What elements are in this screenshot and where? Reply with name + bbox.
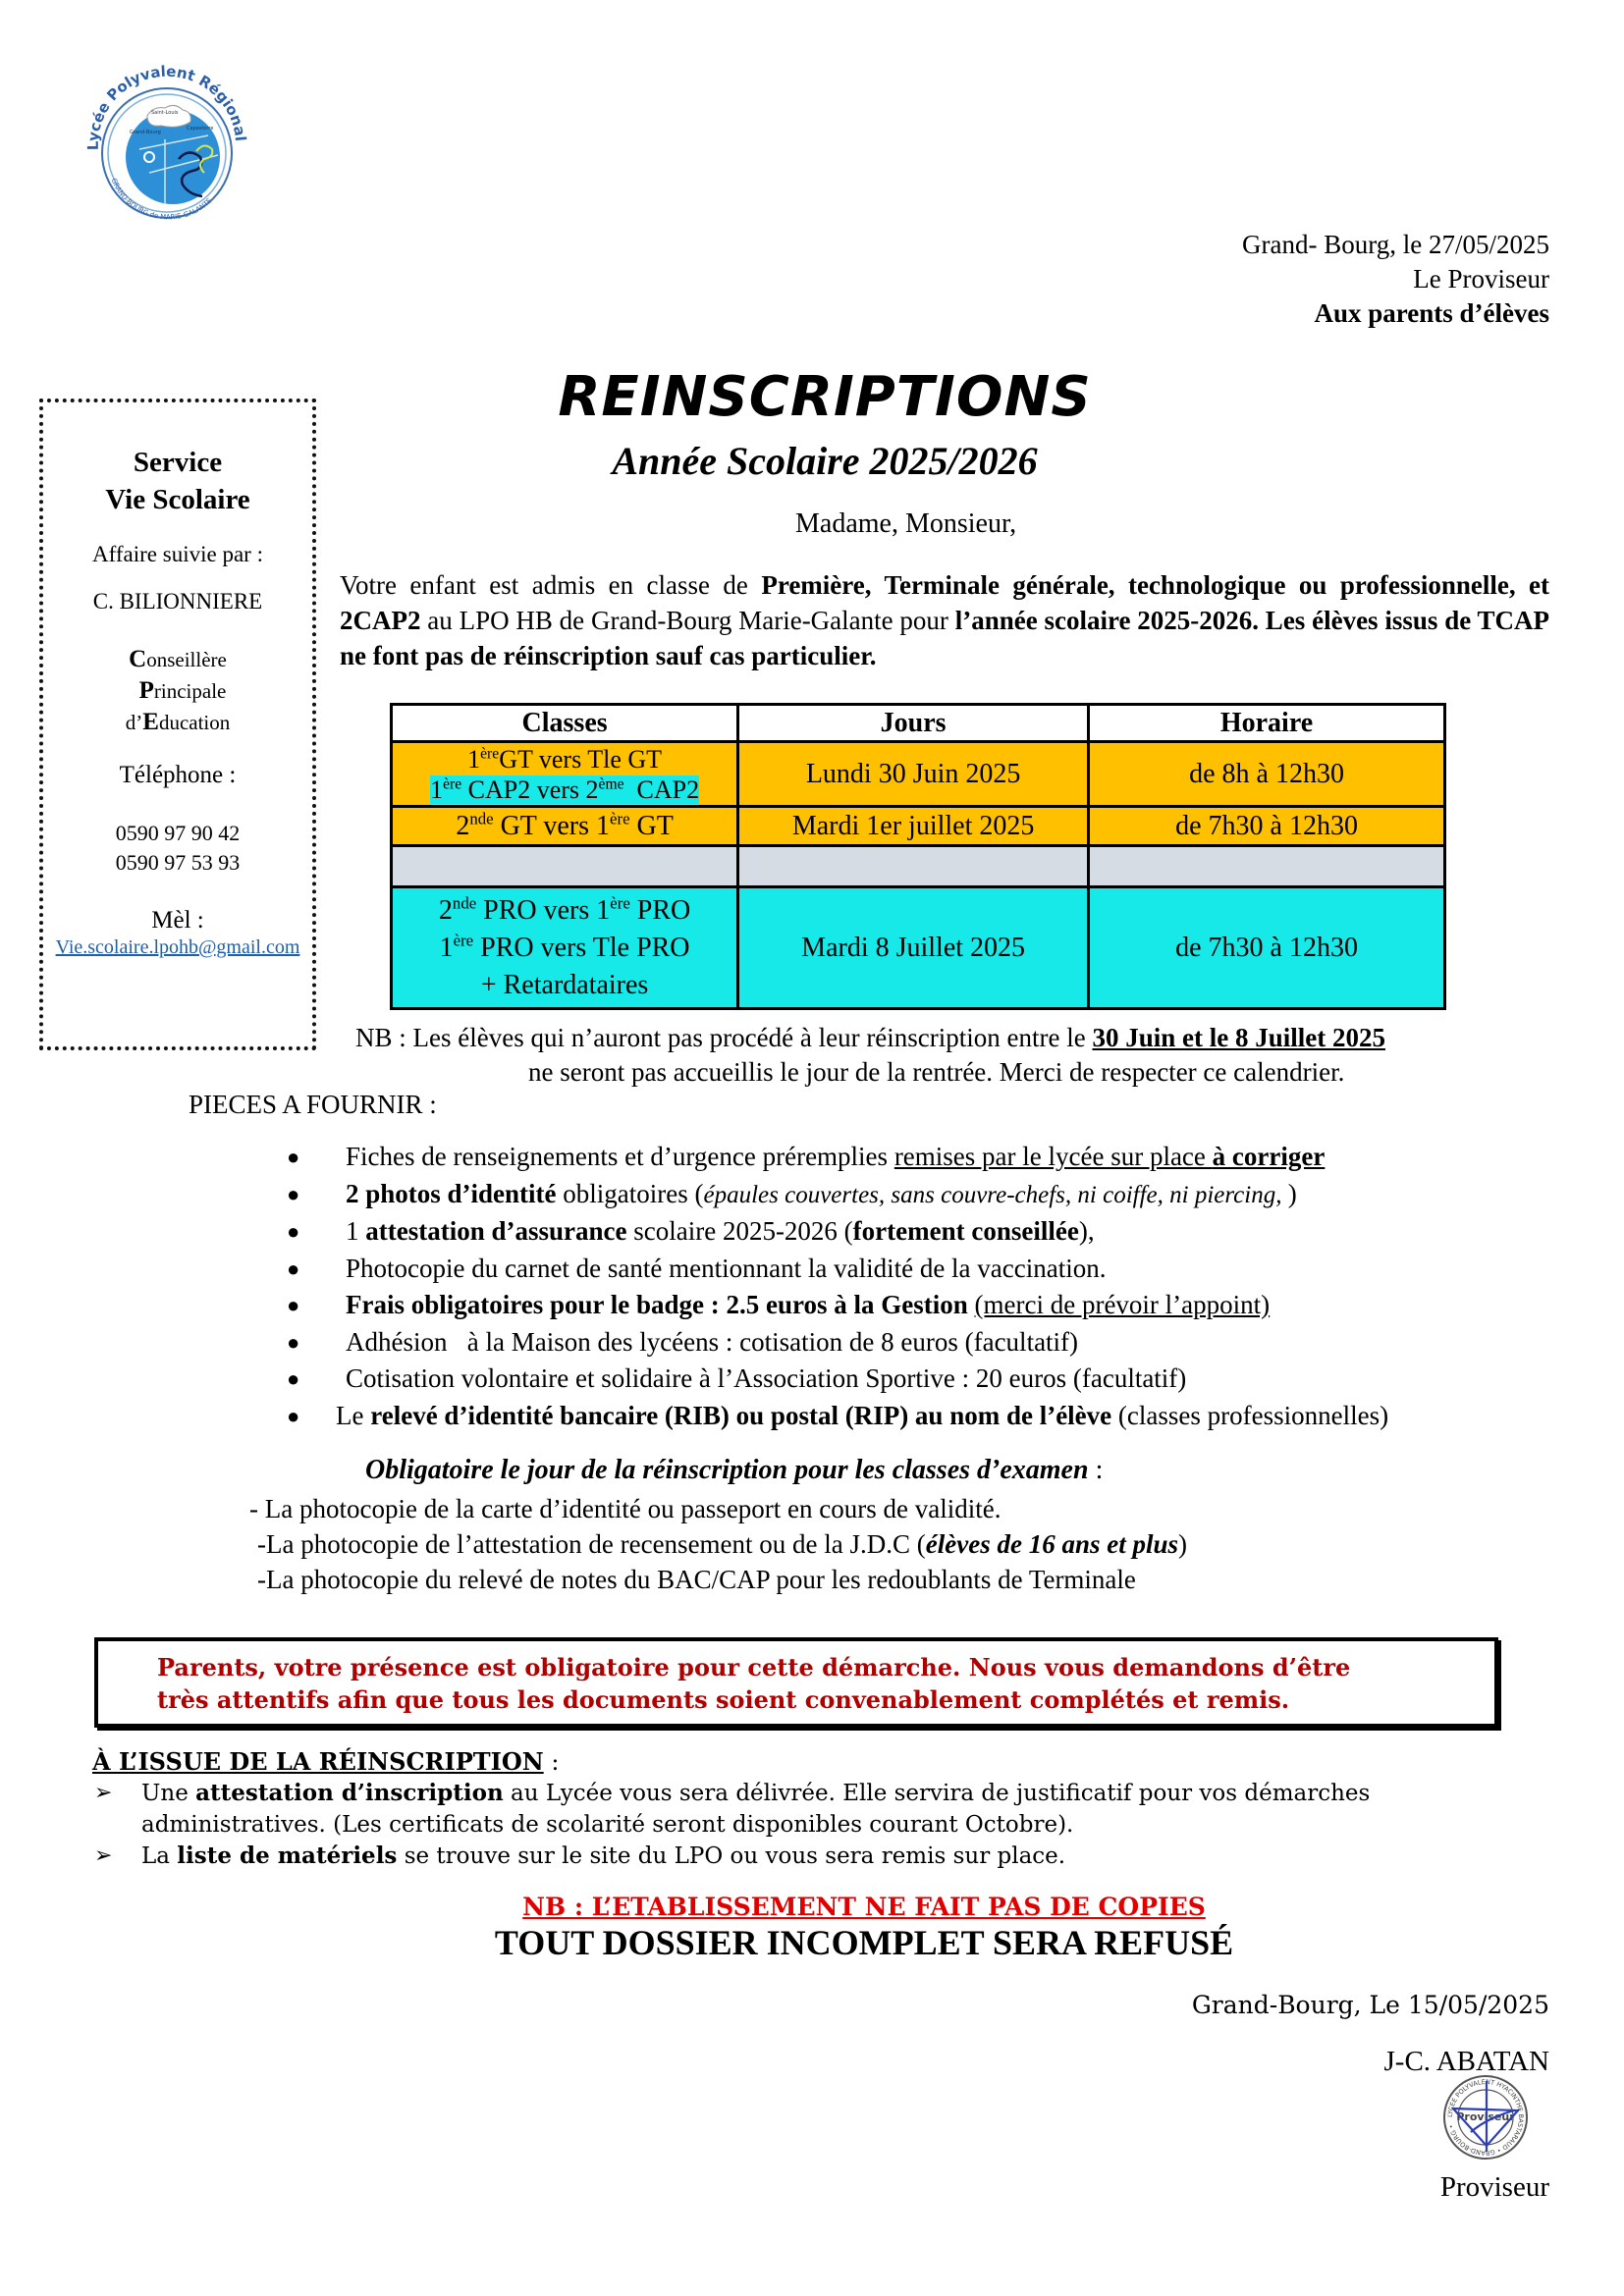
day-cell: Mardi 8 Juillet 2025 [738, 887, 1089, 1009]
header-recipient: Aux parents d’élèves [1314, 298, 1549, 328]
day-cell: Mardi 1er juillet 2025 [738, 807, 1089, 846]
list-item: - La photocopie de la carte d’identité ou passeport en cours de validité. [249, 1494, 1001, 1523]
signatory-name: J-C. ABATAN [1383, 2046, 1549, 2077]
list-item: -La photocopie de l’attestation de recensement ou de la J.D.C (élèves de 16 ans et plus) [257, 1529, 1187, 1559]
email-link[interactable]: Vie.scolaire.lpohb@gmail.com [55, 936, 300, 958]
arrow-bullet-icon: ➢ [94, 1843, 113, 1868]
list-item: ● Le relevé d’identité bancaire (RIB) ou postal (RIP) au nom de l’élève (classes professionnelles) [277, 1398, 1563, 1435]
pieces-title: PIECES A FOURNIR : [189, 1090, 437, 1119]
phone-label: Téléphone : [119, 762, 237, 788]
followed-by-label: Affaire suivie par : [92, 542, 263, 566]
intro-bold: Première, Terminale générale, technologique ou professionnelle, et 2CAP2 [340, 570, 1549, 635]
header-sender: Le Proviseur [1413, 264, 1549, 294]
nb-text: ne seront pas accueillis le jour de la rentrée. Merci de respecter ce calendrier. [528, 1057, 1345, 1087]
header-place-date: Grand- Bourg, le 27/05/2025 [1242, 230, 1549, 259]
warning-text: Parents, votre présence est obligatoire pour cette démarche. Nous vous demandons d’être [157, 1653, 1351, 1682]
column-header-days: Jours [738, 705, 1089, 742]
list-item: ● Cotisation volontaire et solidaire à l’Association Sportive : 20 euros (facultatif) [287, 1361, 1563, 1398]
day-cell: Lundi 30 Juin 2025 [738, 742, 1089, 807]
intro-bold: l’année scolaire 2025-2026. Les élèves issus de TCAP ne font pas de réinscription sauf cas particulier. [340, 606, 1549, 670]
incomplete-refused-notice: TOUT DOSSIER INCOMPLET SERA REFUSÉ [494, 1923, 1234, 1962]
column-header-classes: Classes [392, 705, 738, 742]
list-item: ● 1 attestation d’assurance scolaire 2025-2026 (fortement conseillée), [287, 1213, 1563, 1251]
bullet-icon: ● [287, 1366, 300, 1391]
role-initial: C [129, 646, 147, 672]
role-word: rincipale [153, 679, 227, 703]
arrow-bullet-icon: ➢ [94, 1781, 113, 1805]
phone-number: 0590 97 90 42 [115, 821, 241, 845]
service-name-line2: Vie Scolaire [105, 484, 250, 515]
bullet-icon: ● [287, 1293, 300, 1317]
intro-paragraph [340, 567, 1549, 673]
exam-list [249, 1491, 1187, 1597]
list-item: ● 2 photos d’identité obligatoires (épaules couvertes, sans couvre-chefs, ni coiffe, ni piercing, ) [287, 1176, 1563, 1214]
intro-text: Votre enfant est admis en classe de [340, 570, 762, 600]
mail-label: Mèl : [151, 907, 204, 934]
role-initial: E [142, 709, 159, 735]
list-item: ● Photocopie du carnet de santé mentionnant la validité de la vaccination. [287, 1251, 1563, 1288]
list-item: ● Fiches de renseignements et d’urgence préremplies remises par le lycée sur place à corriger [287, 1139, 1563, 1176]
logo-text-bottom: GRAND-BOURG de MARIE-GALANTE [109, 177, 214, 222]
contact-role [43, 644, 312, 738]
contact-sidebar [39, 399, 316, 1050]
no-copies-notice: NB : L’ETABLISSEMENT NE FAIT PAS DE COPIES [522, 1893, 1206, 1921]
schedule-table [390, 703, 1446, 1010]
time-cell: de 8h à 12h30 [1089, 742, 1445, 807]
nb-dates: 30 Juin et le 8 Juillet 2025 [1092, 1023, 1385, 1052]
bullet-icon: ● [287, 1181, 300, 1206]
list-item: ➢ La liste de matériels se trouve sur le site du LPO ou vous sera remis sur place. [92, 1841, 1467, 1872]
stamp-ring-text: LYCEE POLYVALENT HYACINTHE BASTARAUD • GRAND-BOURG • [1445, 2077, 1526, 2158]
table-row-empty [392, 846, 1445, 887]
role-initial: P [138, 677, 154, 704]
signatory-role: Proviseur [1439, 2171, 1549, 2203]
logo-place: Capesterre [187, 126, 214, 132]
signature-place-date: Grand-Bourg, Le 15/05/2025 [1191, 1991, 1549, 2019]
bullet-icon: ● [287, 1219, 300, 1244]
logo-text-top: Lycée Polyvalent Régional [83, 62, 250, 151]
highlighted-class: 1ère CAP2 vers 2ème CAP2 [430, 774, 700, 804]
list-item: -La photocopie du relevé de notes du BAC/CAP pour les redoublants de Terminale [257, 1565, 1136, 1594]
school-logo [71, 57, 257, 224]
column-header-hours: Horaire [1089, 705, 1445, 742]
list-item: ● Frais obligatoires pour le badge : 2.5 euros à la Gestion (merci de prévoir l’appoint) [287, 1287, 1563, 1324]
role-word: onseillère [146, 648, 227, 671]
list-item: ➢ Une attestation d’inscription au Lycée vous sera délivrée. Elle servira de justificatif pour vos démarches administratives. (Les certificats de scolarité seront disponibles courant Octobre). [94, 1780, 1371, 1838]
table-row [392, 807, 1445, 846]
page-subtitle: Année Scolaire 2025/2026 [612, 439, 1038, 483]
logo-place: Saint-Louis [151, 110, 179, 116]
letter-header [960, 228, 1549, 331]
empty-cell [738, 846, 1089, 887]
logo-place: Grand-Bourg [130, 130, 161, 135]
empty-cell [1089, 846, 1445, 887]
classes-cell: 1èreGT vers Tle GT 1ère CAP2 vers 2ème CAP2 [392, 742, 738, 807]
official-stamp [1441, 2073, 1530, 2162]
time-cell: de 7h30 à 12h30 [1089, 807, 1445, 846]
time-cell: de 7h30 à 12h30 [1089, 887, 1445, 1009]
phone-number: 0590 97 53 93 [115, 850, 241, 875]
classes-cell: 2nde GT vers 1ère GT [392, 807, 738, 846]
classes-cell: 2nde PRO vers 1ère PRO 1ère PRO vers Tle PRO + Retardataires [392, 887, 738, 1009]
nb-notice [355, 1021, 1553, 1090]
intro-text: au LPO HB de Grand-Bourg Marie-Galante pour [420, 606, 955, 635]
role-prefix: d’ [125, 711, 143, 734]
service-name-line1: Service [133, 447, 223, 478]
contact-name: C. BILIONNIERE [92, 589, 263, 614]
issue-list [92, 1778, 1467, 1872]
stamp-label: Proviseur [1456, 2110, 1515, 2123]
warning-box [94, 1637, 1498, 1728]
table-header-row [392, 705, 1445, 742]
pieces-list [287, 1139, 1563, 1434]
warning-text: très attentifs afin que tous les documents soient convenablement complétés et remis. [157, 1685, 1290, 1714]
issue-title: À L’ISSUE DE LA RÉINSCRIPTION : [92, 1747, 560, 1776]
nb-text: NB : Les élèves qui n’auront pas procédé à leur réinscription entre le [355, 1023, 1093, 1052]
bullet-icon: ● [287, 1329, 300, 1355]
exam-title: Obligatoire le jour de la réinscription pour les classes d’examen : [365, 1455, 1104, 1485]
greeting: Madame, Monsieur, [795, 508, 1017, 539]
list-item: ● Adhésion à la Maison des lycéens : cotisation de 8 euros (facultatif) [287, 1324, 1563, 1362]
bullet-icon: ● [287, 1145, 300, 1169]
table-row [392, 742, 1445, 807]
bullet-icon: ● [287, 1255, 300, 1281]
empty-cell [392, 846, 738, 887]
role-word: ducation [158, 711, 231, 734]
table-row [392, 887, 1445, 1009]
bullet-icon: ● [287, 1403, 300, 1428]
page-title: REINSCRIPTIONS [558, 365, 1092, 429]
